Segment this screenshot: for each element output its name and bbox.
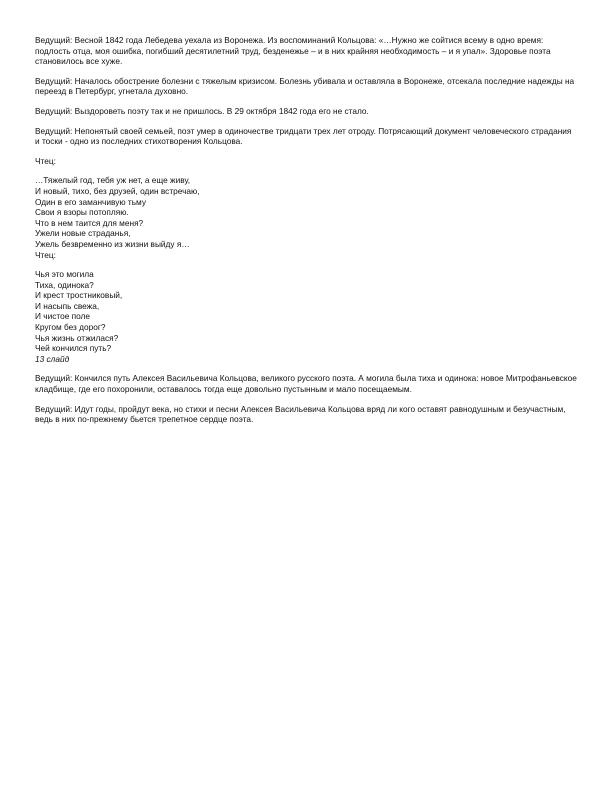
paragraph: Ведущий: Началось обострение болезни с тяжелым кризисом. Болезнь убивала и оставляла в Воронеже, отсекала последние надежды на переезд в Петербург, угнетала духовно. xyxy=(35,75,575,97)
poem-line: Чья жизнь отжилася? xyxy=(35,332,119,343)
poem-line: Чей кончился путь? xyxy=(35,343,112,354)
poem-line: И крест тростниковый, xyxy=(35,290,123,301)
document-body xyxy=(35,35,578,434)
reader-label: Чтец: xyxy=(35,155,56,166)
poem-line: И насыпь свежа, xyxy=(35,300,100,311)
poem-line: Что в нем таится для меня? xyxy=(35,217,144,228)
poem-line: Ужели новые страданья, xyxy=(35,228,131,239)
poem-line: И чистое поле xyxy=(35,311,90,322)
poem-line: Ужель безвременно из жизни выйду я… xyxy=(35,238,190,249)
poem-stanza xyxy=(35,175,578,249)
paragraph: Ведущий: Весной 1842 года Лебедева уехала из Воронежа. Из воспоминаний Кольцова: «…Нужно же сойтися всему в одно время: подлость отца, моя ошибка, погибший десятилетний труд, безденежье – и в них крайняя необходимость – и я упал». Здоровье поэта становилось все хуже. xyxy=(35,35,551,67)
poem-line: Свои я взоры потопляю. xyxy=(35,207,129,218)
paragraph: Ведущий: Идут годы, пройдут века, но стихи и песни Алексея Васильевича Кольцова вряд ли кого оставят равнодушным и безучастным, ведь в них по-прежнему бьется трепетное сердце поэта. xyxy=(35,403,566,425)
slide-note: 13 слайд xyxy=(35,353,70,364)
poem-line: …Тяжелый год, тебя уж нет, а еще живу, xyxy=(35,175,191,186)
reader-label: Чтец: xyxy=(35,249,56,260)
poem-line: Чья это могила xyxy=(35,269,94,280)
paragraph: Ведущий: Непонятый своей семьей, поэт умер в одиночестве тридцати трех лет отроду. Потрясающий документ человеческого страдания и тоски - одно из последних стихотворения Кольцова. xyxy=(35,125,572,147)
poem-stanza xyxy=(35,269,578,354)
poem-line: Тиха, одинока? xyxy=(35,279,94,290)
paragraph: Ведущий: Кончился путь Алексея Васильевича Кольцова, великого русского поэта. А могила была тиха и одинока: новое Митрофаньевское кладбище, где его похоронили, оставалось тогда еще довольно пустынным и мало посещаемым. xyxy=(35,373,577,395)
poem-line: И новый, тихо, без друзей, один встречаю, xyxy=(35,185,200,196)
poem-line: Кругом без дорог? xyxy=(35,322,106,333)
poem-line: Один в его заманчивую тьму xyxy=(35,196,146,207)
paragraph: Ведущий: Выздороветь поэту так и не пришлось. В 29 октября 1842 года его не стало. xyxy=(35,105,369,116)
